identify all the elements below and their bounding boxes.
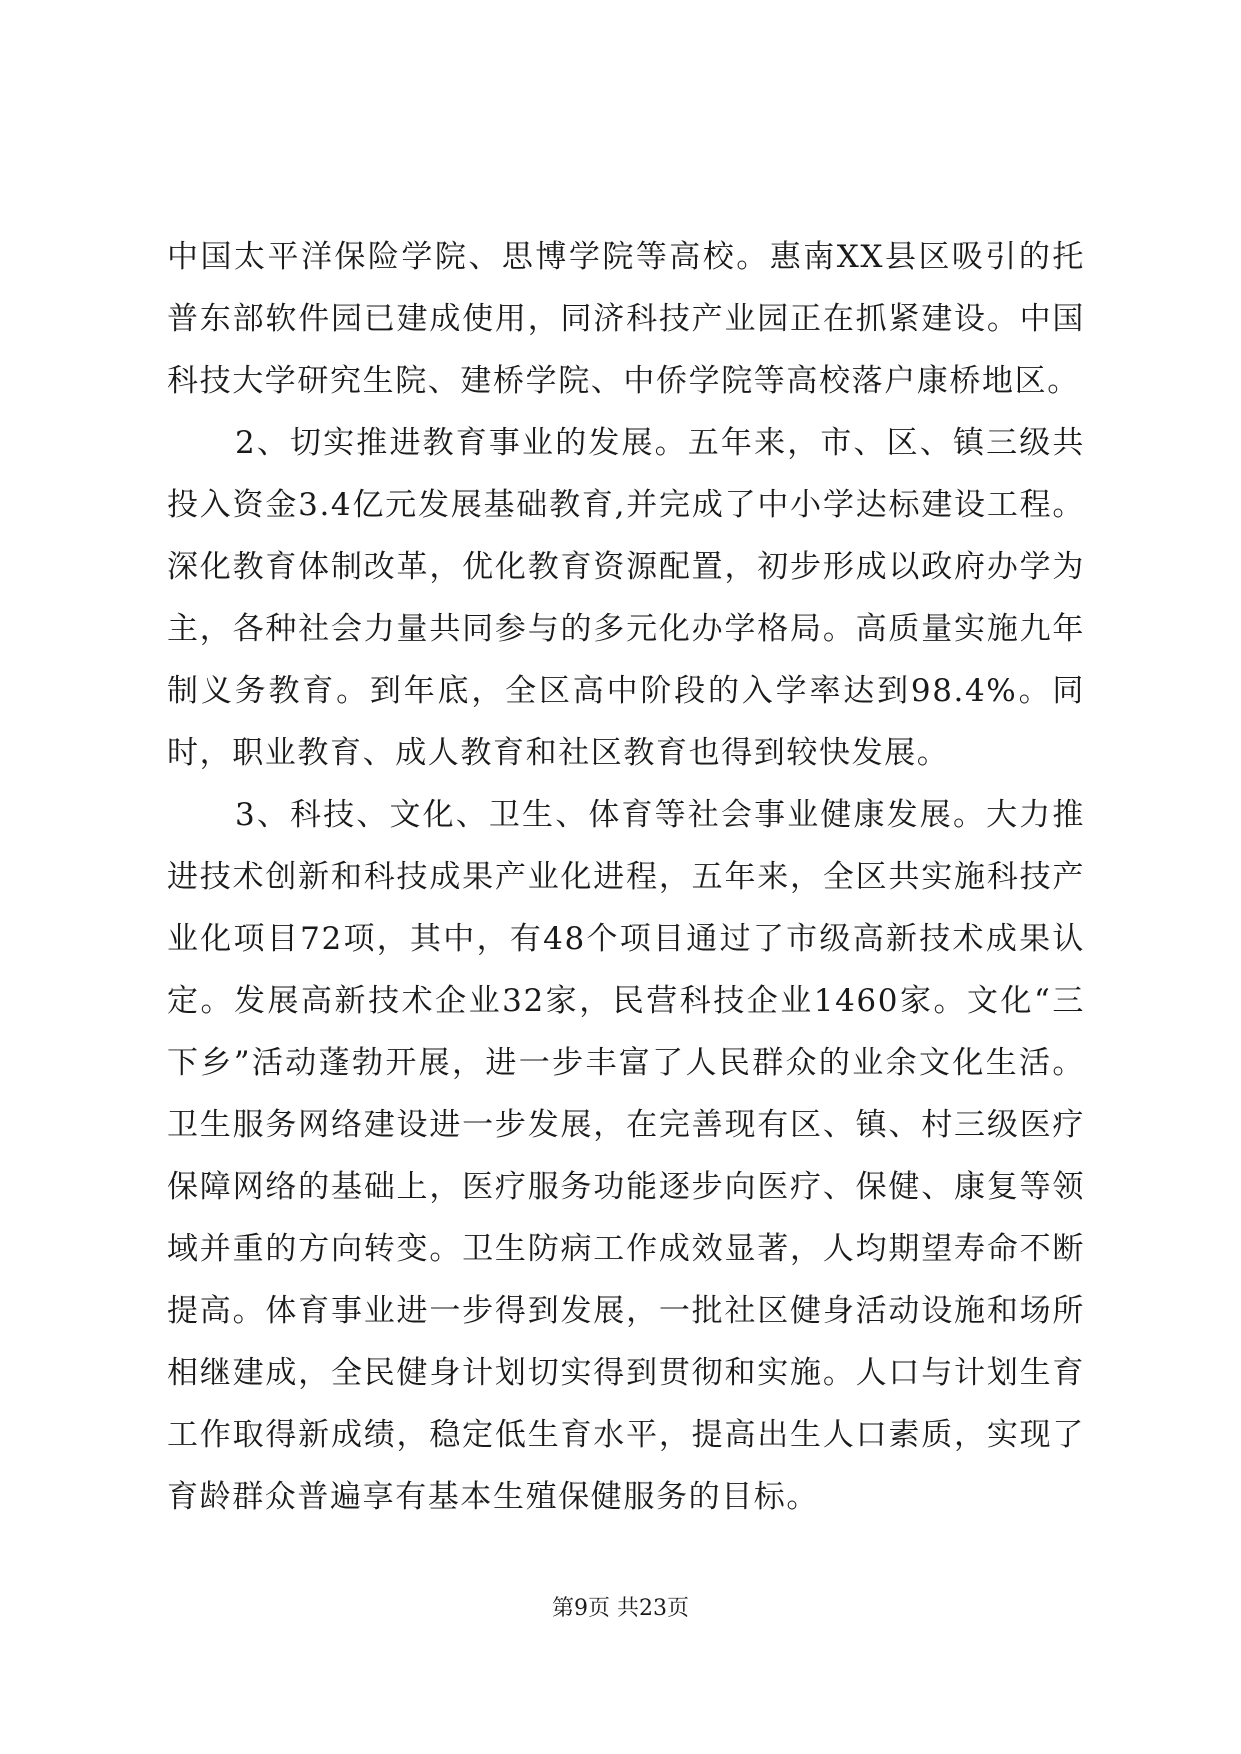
page-number-footer: 第9页 共23页 bbox=[552, 1596, 689, 1621]
paragraph-3: 3、科技、文化、卫生、体育等社会事业健康发展。大力推进技术创新和科技成果产业化进程，五年来，全区共实施科技产业化项目72项，其中，有48个项目通过了市级高新技术成果认定。发展高新技术企业32家，民营科技企业1460家。文化“三下乡”活动蓬勃开展，进一步丰富了人民群众的业余文化生活。卫生服务网络建设进一步发展，在完善现有区、镇、村三级医疗保障网络的基础上，医疗服务功能逐步向医疗、保健、康复等领域并重的方向转变。卫生防病工作成效显著，人均期望寿命不断提高。体育事业进一步得到发展，一批社区健身活动设施和场所相继建成，全民健身计划切实得到贯彻和实施。人口与计划生育工作取得新成绩，稳定低生育水平，提高出生人口素质，实现了育龄群众普遍享有基本生殖保健服务的目标。 bbox=[167, 797, 1085, 1515]
paragraph-1: 中国太平洋保险学院、思博学院等高校。惠南XX县区吸引的托普东部软件园已建成使用，同济科技产业园正在抓紧建设。中国科技大学研究生院、建桥学院、中侨学院等高校落户康桥地区。 bbox=[167, 239, 1085, 399]
document-body bbox=[167, 226, 1085, 1528]
paragraph-2: 2、切实推进教育事业的发展。五年来，市、区、镇三级共投入资金3.4亿元发展基础教育,并完成了中小学达标建设工程。深化教育体制改革，优化教育资源配置，初步形成以政府办学为主，各种社会力量共同参与的多元化办学格局。高质量实施九年制义务教育。到年底，全区高中阶段的入学率达到98.4%。同时，职业教育、成人教育和社区教育也得到较快发展。 bbox=[167, 425, 1085, 771]
